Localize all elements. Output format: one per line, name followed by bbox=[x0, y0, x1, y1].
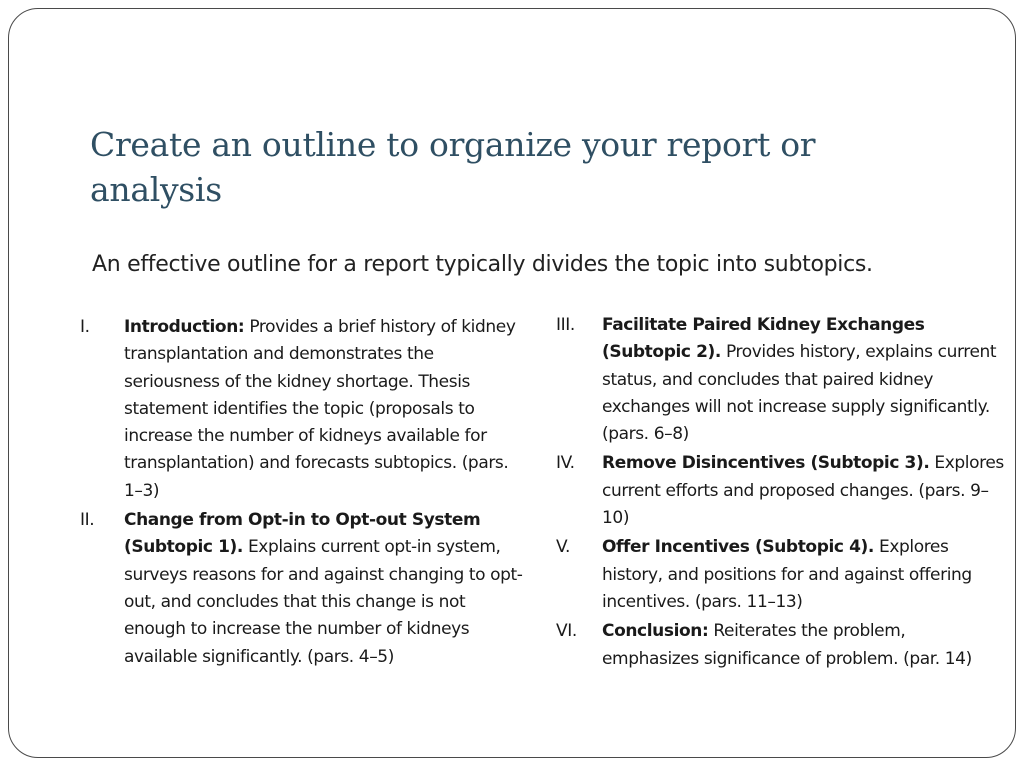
outline-text: Provides a brief history of kidney transplantation and demonstrates the seriousness of the kidney shortage. Thesis statement identifies the topic (proposals to increase the number of kidneys available for transplantation) and forecasts subtopics. (pars. 1–3) bbox=[124, 317, 516, 501]
outline-item bbox=[80, 507, 525, 671]
outline-heading: Facilitate Paired Kidney Exchanges (Subtopic 2). bbox=[602, 315, 925, 363]
slide-subtitle: An effective outline for a report typically divides the topic into subtopics. bbox=[92, 252, 873, 277]
outline-item bbox=[556, 618, 1006, 673]
outline-heading: Conclusion: bbox=[602, 621, 709, 642]
outline-column-right bbox=[556, 312, 1006, 675]
outline-heading: Offer Incentives (Subtopic 4). bbox=[602, 537, 874, 558]
slide-title: Create an outline to organize your report or analysis bbox=[90, 125, 816, 209]
outline-item bbox=[80, 314, 525, 505]
outline-item bbox=[556, 312, 1006, 448]
outline-text: Explores history, and positions for and against offering incentives. (pars. 11–13) bbox=[602, 537, 972, 612]
outline-item bbox=[556, 534, 1006, 616]
outline-item bbox=[556, 450, 1006, 532]
outline-numeral: II. bbox=[80, 510, 95, 531]
outline-heading: Remove Disincentives (Subtopic 3). bbox=[602, 453, 930, 474]
outline-numeral: I. bbox=[80, 317, 90, 337]
outline-text: Reiterates the problem, emphasizes significance of problem. (par. 14) bbox=[602, 621, 972, 669]
outline-column-left bbox=[80, 314, 525, 673]
outline-text: Explores current efforts and proposed changes. (pars. 9–10) bbox=[602, 453, 1004, 529]
outline-text: Provides history, explains current status, and concludes that paired kidney exchanges will not increase supply significantly. (pars. 6–8) bbox=[602, 342, 997, 445]
outline-numeral: IV. bbox=[556, 453, 575, 474]
outline-heading: Introduction: bbox=[124, 317, 245, 337]
outline-numeral: VI. bbox=[556, 621, 577, 642]
outline-numeral: III. bbox=[556, 315, 575, 335]
outline-heading: Change from Opt-in to Opt-out System (Subtopic 1). bbox=[124, 510, 481, 558]
outline-text: Explains current opt-in system, surveys reasons for and against changing to opt-out, and concludes that this change is not enough to increase the number of kidneys available significantly. (pars. 4–5) bbox=[124, 537, 523, 667]
outline-numeral: V. bbox=[556, 537, 571, 558]
